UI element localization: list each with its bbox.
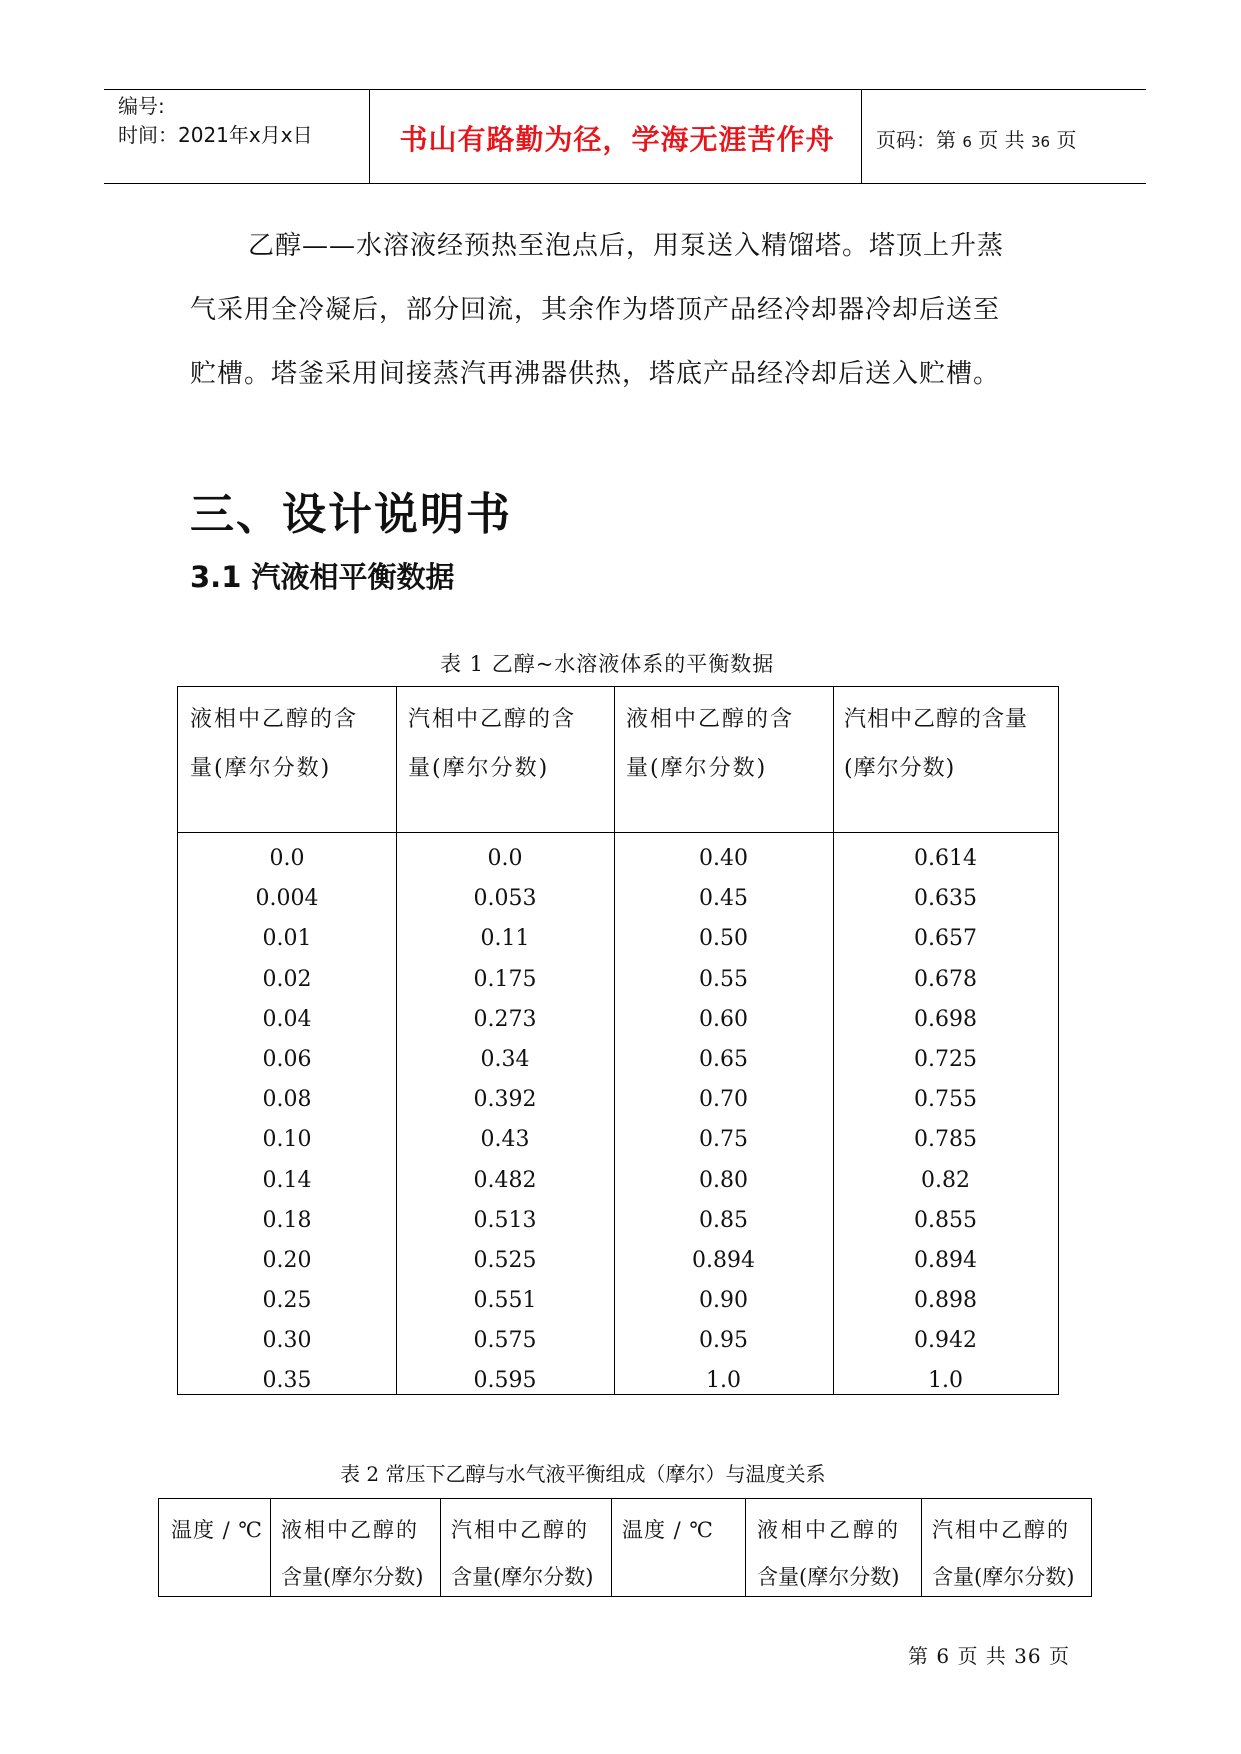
table1-cell: 0.08 xyxy=(262,1087,312,1113)
header-page-mid: 页 共 xyxy=(978,128,1025,152)
table1-caption: 表 1 乙醇~水溶液体系的平衡数据 xyxy=(440,652,775,676)
table1-cell: 0.45 xyxy=(699,886,748,912)
body-paragraph xyxy=(190,214,1070,406)
table1-cell: 0.40 xyxy=(699,846,748,871)
table1-header-rule xyxy=(178,832,1058,833)
table2-col-divider-3 xyxy=(611,1499,612,1596)
table1-cell: 0.55 xyxy=(699,966,748,992)
header-left-block xyxy=(118,92,313,150)
table1-column-4 xyxy=(833,839,1058,1402)
header-page-total: 36 xyxy=(1030,133,1051,151)
table1-cell: 0.11 xyxy=(480,926,530,952)
table1-cell: 0.855 xyxy=(914,1207,977,1233)
table2-header-5: 液相中乙醇的 含量(摩尔分数) xyxy=(757,1518,901,1589)
table1-cell: 0.85 xyxy=(699,1207,748,1233)
paragraph-line-1 xyxy=(190,214,1070,278)
table1-cell: 1.0 xyxy=(706,1368,741,1394)
table1-cell: 0.80 xyxy=(699,1167,748,1193)
table1-cell: 0.725 xyxy=(914,1046,977,1072)
header-page-prefix: 页码：第 xyxy=(876,128,956,152)
table1-cell: 0.698 xyxy=(914,1006,977,1032)
table1-column-3 xyxy=(614,839,833,1402)
table1-cell: 0.595 xyxy=(473,1368,537,1394)
header-time-label: 时间：2021年x月x日 xyxy=(118,123,313,147)
table1-cell: 0.04 xyxy=(262,1006,312,1032)
table1-cell: 0.053 xyxy=(473,886,537,912)
table1-cell: 0.635 xyxy=(914,886,977,912)
table1-cell: 0.525 xyxy=(473,1247,537,1273)
table1-cell: 0.513 xyxy=(473,1207,537,1233)
table1-cell: 0.392 xyxy=(473,1087,537,1113)
table2-header-6: 汽相中乙醇的 含量(摩尔分数) xyxy=(932,1518,1075,1589)
table1-cell: 0.657 xyxy=(914,926,977,952)
table1-cell: 0.614 xyxy=(914,846,977,871)
paragraph-line-2: 气采用全冷凝后，部分回流，其余作为塔顶产品经冷却器冷却后送至 xyxy=(190,295,1001,325)
table1-cell: 0.273 xyxy=(473,1006,537,1032)
header-top-rule xyxy=(104,89,1146,90)
table1-cell: 0.43 xyxy=(480,1127,530,1153)
page-footer: 第 6 页 共 36 页 xyxy=(908,1644,1070,1668)
table1-cell: 0.004 xyxy=(255,886,319,912)
table1-cell: 0.10 xyxy=(262,1127,312,1153)
table1-cell: 0.60 xyxy=(699,1006,748,1032)
table2 xyxy=(158,1498,1092,1597)
table1-cell: 0.75 xyxy=(699,1127,748,1153)
header-bottom-rule xyxy=(104,183,1146,184)
section-title: 三、设计说明书 xyxy=(190,489,512,540)
header-divider-left xyxy=(369,89,370,184)
table1-column-2 xyxy=(396,839,614,1402)
table1-cell: 0.25 xyxy=(262,1288,312,1314)
table1-cell: 0.30 xyxy=(262,1328,312,1354)
table2-header-1: 温度 / ℃ xyxy=(171,1518,263,1542)
header-number-label: 编号: xyxy=(118,94,165,118)
table1-header-2: 汽相中乙醇的含 量(摩尔分数) xyxy=(408,707,577,781)
table1-cell: 0.34 xyxy=(480,1046,530,1072)
table1-cell: 0.785 xyxy=(914,1127,977,1153)
subsection-title: 3.1 汽液相平衡数据 xyxy=(190,560,455,594)
table2-header-2: 液相中乙醇的 含量(摩尔分数) xyxy=(281,1518,424,1589)
table1-header-1: 液相中乙醇的含 量(摩尔分数) xyxy=(190,707,359,781)
table1-cell: 0.02 xyxy=(262,966,312,992)
header-page-info xyxy=(876,124,1076,153)
table1-cell: 0.35 xyxy=(262,1368,312,1394)
table1-cell: 0.942 xyxy=(914,1328,977,1354)
table1-cell: 0.482 xyxy=(473,1167,537,1193)
table1-cell: 0.551 xyxy=(473,1288,537,1314)
table1-cell: 0.70 xyxy=(699,1087,748,1113)
table1-cell: 0.894 xyxy=(692,1247,755,1273)
table1 xyxy=(177,686,1059,1395)
paragraph-line-3: 贮槽。塔釜采用间接蒸汽再沸器供热，塔底产品经冷却后送入贮槽。 xyxy=(190,359,1001,389)
header-page-num: 6 xyxy=(962,133,972,151)
table1-cell: 0.898 xyxy=(914,1288,977,1314)
table1-cell: 0.01 xyxy=(262,926,312,952)
table1-cell: 0.575 xyxy=(473,1328,537,1354)
table2-col-divider-1 xyxy=(270,1499,271,1596)
table2-header-3: 汽相中乙醇的 含量(摩尔分数) xyxy=(451,1518,594,1589)
table1-cell: 0.18 xyxy=(262,1207,312,1233)
table1-cell: 0.95 xyxy=(699,1328,748,1354)
table1-cell: 0.175 xyxy=(473,966,537,992)
table1-cell: 1.0 xyxy=(928,1368,963,1394)
table2-caption: 表 2 常压下乙醇与水气液平衡组成（摩尔）与温度关系 xyxy=(340,1462,826,1486)
table1-cell: 0.20 xyxy=(262,1247,312,1273)
table1-column-1 xyxy=(178,839,396,1402)
table2-col-divider-2 xyxy=(440,1499,441,1596)
table1-cell: 0.14 xyxy=(262,1167,312,1193)
table1-cell: 0.0 xyxy=(269,846,305,871)
table1-cell: 0.82 xyxy=(921,1167,970,1193)
table2-header-4: 温度 / ℃ xyxy=(622,1518,714,1542)
table1-cell: 0.0 xyxy=(487,846,523,871)
header-page-suffix: 页 xyxy=(1056,128,1077,152)
table2-col-divider-4 xyxy=(745,1499,746,1596)
table1-header-4: 汽相中乙醇的含量 (摩尔分数) xyxy=(844,707,1029,781)
paragraph-line-1-text: 乙醇——水溶液经预热至泡点后，用泵送入精馏塔。塔顶上升蒸 xyxy=(248,231,1005,261)
table1-cell: 0.50 xyxy=(699,926,748,952)
table1-cell: 0.894 xyxy=(914,1247,977,1273)
table1-header-3: 液相中乙醇的含 量(摩尔分数) xyxy=(626,707,795,781)
table1-cell: 0.65 xyxy=(699,1046,748,1072)
table1-cell: 0.90 xyxy=(699,1288,748,1314)
header-motto: 书山有路勤为径，学海无涯苦作舟 xyxy=(399,123,835,156)
table2-col-divider-5 xyxy=(921,1499,922,1596)
table1-cell: 0.678 xyxy=(914,966,977,992)
table1-cell: 0.755 xyxy=(914,1087,977,1113)
table1-cell: 0.06 xyxy=(262,1046,312,1072)
